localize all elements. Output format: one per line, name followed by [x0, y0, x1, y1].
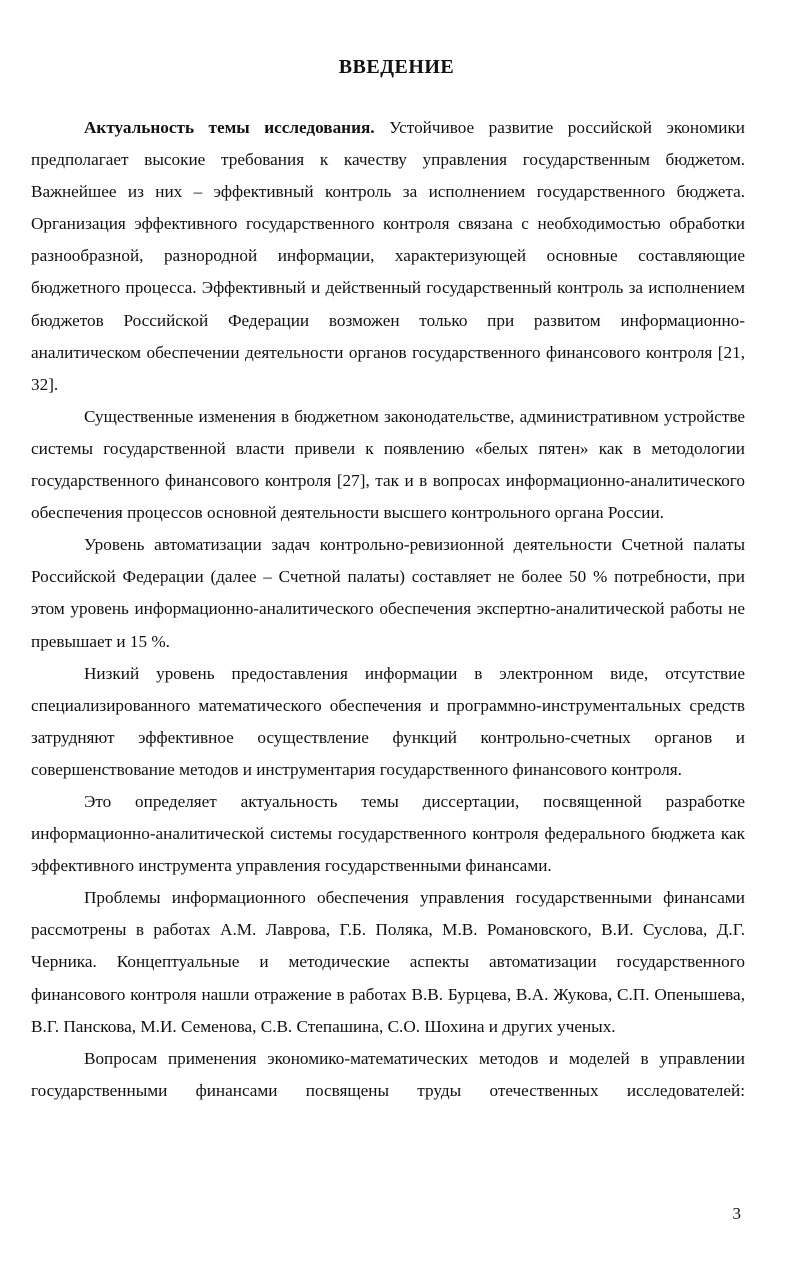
paragraph: Низкий уровень предоставления информации в электронном виде, отсутствие специализированного математического обеспечения и программно-инструментальных средств затрудняют эффективное осуществление функций контрольно-счетных органов и совершенствование методов и инструментария государственного финансового контроля.	[31, 663, 745, 779]
page-title: ВВЕДЕНИЕ	[338, 56, 455, 78]
paragraph-relevance	[31, 112, 745, 401]
paragraph-text: Устойчивое развитие российской экономики предполагает высокие требования к качеству управления государственным бюджетом. Важнейшее из них – эффективный контроль за исполнением государственного бюджета. Организация эффективного государственного контроля связана с необходимостью обработки разнообразной, разнородной информации, характеризующей основные составляющие бюджетного процесса. Эффективный и действенный государственный контроль за исполнением бюджетов Российской Федерации возможен только при развитом информационно-аналитическом обеспечении деятельности органов государственного финансового контроля [21, 32].	[31, 118, 745, 394]
paragraph: Проблемы информационного обеспечения управления государственными финансами рассмотрены в работах А.М. Лаврова, Г.Б. Поляка, М.В. Романовского, В.И. Суслова, Д.Г. Черника. Концептуальные и методические аспекты автоматизации государственного финансового контроля нашли отражение в работах В.В. Бурцева, В.А. Жукова, С.П. Опенышева, В.Г. Панскова, М.И. Семенова, С.В. Степашина, С.О. Шохина и других ученых.	[31, 888, 745, 1036]
paragraph: Существенные изменения в бюджетном законодательстве, административном устройстве системы государственной власти привели к появлению «белых пятен» как в методологии государственного финансового контроля [27], так и в вопросах информационно-аналитического обеспечения процессов основной деятельности высшего контрольного органа России.	[31, 406, 745, 523]
paragraph: Уровень автоматизации задач контрольно-ревизионной деятельности Счетной палаты Российской Федерации (далее – Счетной палаты) составляет не более 50 % потребности, при этом уровень информационно-аналитического обеспечения экспертно-аналитической работы не превышает и 15 %.	[31, 535, 745, 651]
body-text	[31, 112, 745, 1107]
page-number: 3	[732, 1204, 741, 1223]
paragraph-lead: Актуальность темы исследования.	[84, 118, 375, 137]
paragraph: Это определяет актуальность темы диссертации, посвященной разработке информационно-аналитической системы государственного контроля федерального бюджета как эффективного инструмента управления государственными финансами.	[31, 791, 745, 876]
paragraph: Вопросам применения экономико-математических методов и моделей в управлении государственными финансами посвящены труды отечественных исследователей:	[31, 1048, 745, 1100]
